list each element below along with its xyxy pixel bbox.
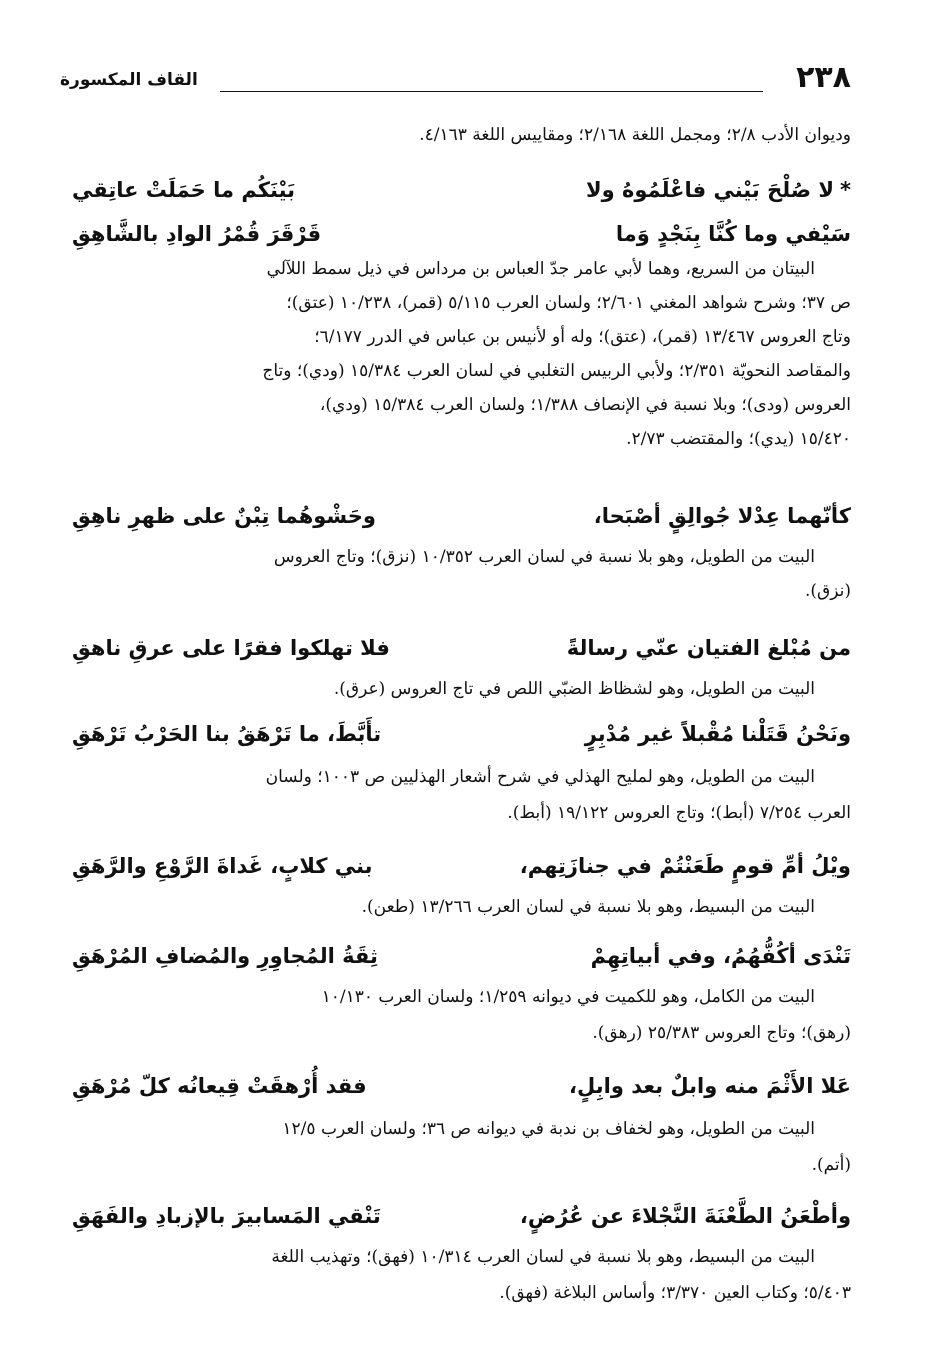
verse-4-note-line-1: البيت من الطويل، وهو لمليح الهذلي في شرح أشعار الهذليين ص ١٠٠٣؛ ولسان xyxy=(265,767,815,787)
verse-1-note-line-1: البيتان من السريع، وهما لأبي عامر جدّ العباس بن مرداس في ذيل سمط اللآلي xyxy=(266,259,815,279)
verse-1-note-line-4: والمقاصد النحويّة ٢/٣٥١؛ ولأبي الربيس التغلبي في لسان العرب ١٥/٣٨٤ (ودي)؛ وتاج xyxy=(262,361,851,381)
verse-3-note-line-1: البيت من الطويل، وهو لشظاظ الضبّي اللص في تاج العروس (عرق). xyxy=(333,679,815,699)
verse-8-note-line-1: البيت من البسيط، وهو بلا نسبة في لسان العرب ١٠/٣١٤ (فهق)؛ وتهذيب اللغة xyxy=(271,1247,815,1267)
verse-1-line-1-second-hemistich: بَيْنَكُم ما حَمَلَتْ عاتِقي xyxy=(72,178,296,202)
page-header xyxy=(60,58,851,98)
verse-1-line-2-first-hemistich: سَيْفي وما كُنَّا بِنَجْدٍ وَما xyxy=(615,222,851,246)
verse-6-second-hemistich: ثِقَةُ المُجاوِرِ والمُضافِ المُرْهَقِ xyxy=(72,944,378,968)
header-rule xyxy=(220,91,763,92)
verse-7-note-line-2: (أتم). xyxy=(811,1155,851,1175)
verse-3-line xyxy=(72,626,851,670)
verse-1-note-line-2: ص ٣٧؛ وشرح شواهد المغني ٢/٦٠١؛ ولسان العرب ٥/١١٥ (قمر)، ١٠/٢٣٨ (عتق)؛ xyxy=(286,293,851,313)
verse-6-note-line-1: البيت من الكامل، وهو للكميت في ديوانه ١/٢٥٩؛ ولسان العرب ١٠/١٣٠ xyxy=(321,987,815,1007)
verse-2-note-line-2: (نزق). xyxy=(805,581,851,601)
verse-8-second-hemistich: تَنْقي المَسابيرَ بالإزبادِ والفَهَقِ xyxy=(72,1204,381,1228)
verse-4-first-hemistich: ونَحْنُ قَتَلْنا مُقْبلاً غير مُدْبِرٍ xyxy=(584,722,851,746)
verse-1-line-1-first-hemistich xyxy=(586,168,851,212)
verse-1-note-line-3: وتاج العروس ١٣/٤٦٧ (قمر)، (عتق)؛ وله أو لأنيس بن عباس في الدرر ٦/١٧٧؛ xyxy=(314,327,851,347)
verse-2-line xyxy=(72,494,851,538)
verse-8-note-line-2: ٥/٤٠٣؛ وكتاب العين ٣/٣٧٠؛ وأساس البلاغة (فهق). xyxy=(499,1283,851,1303)
verse-3-second-hemistich: فلا تهلكوا فقرًا على عرقِ ناهقِ xyxy=(72,636,390,660)
verse-8-line xyxy=(72,1194,851,1238)
verse-4-note-line-2: العرب ٧/٢٥٤ (أبط)؛ وتاج العروس ١٩/١٢٢ (أبط). xyxy=(507,803,851,823)
verse-2-second-hemistich: وحَشْوهُما تِبْنٌ على ظهرِ ناهِقِ xyxy=(72,504,376,528)
verse-6-line xyxy=(72,934,851,978)
verse-7-first-hemistich: عَلا الأَثْمَ منه وابلٌ بعد وابِلٍ، xyxy=(569,1074,851,1098)
verse-1-line-1-first-text: لا صُلْحَ بَيْني فاعْلَمُوهُ ولا xyxy=(585,178,835,202)
verse-6-note-line-2: (رهق)؛ وتاج العروس ٢٥/٣٨٣ (رهق). xyxy=(592,1023,851,1043)
verse-4-second-hemistich: تأَبَّطَ، ما تَرْهَقُ بنا الحَرْبُ تَرْهَقِ xyxy=(72,722,382,746)
verse-4-line xyxy=(72,712,851,756)
verse-marker: * xyxy=(840,178,851,202)
intro-note: وديوان الأدب ٢/٨؛ ومجمل اللغة ٢/١٦٨؛ ومقاييس اللغة ٤/١٦٣. xyxy=(419,125,851,145)
verse-3-first-hemistich: من مُبْلغ الفتيان عنّي رسالةً xyxy=(566,636,851,660)
verse-7-line xyxy=(72,1064,851,1108)
verse-2-note-line-1: البيت من الطويل، وهو بلا نسبة في لسان العرب ١٠/٣٥٢ (نزق)؛ وتاج العروس xyxy=(273,547,815,567)
verse-7-second-hemistich: فقد أُرْهقَتْ قِيعانُه كلّ مُرْهَقِ xyxy=(72,1074,367,1098)
page-number: ٢٣٨ xyxy=(796,60,851,95)
verse-2-first-hemistich: كأنّهما عِدْلا جُوالِقٍ أصْبَحا، xyxy=(593,504,851,528)
verse-5-line xyxy=(72,844,851,888)
verse-8-first-hemistich: وأطْعَنُ الطَّعْنَةَ النَّجْلاءَ عن عُرُضٍ، xyxy=(519,1204,851,1228)
running-title: القاف المكسورة xyxy=(60,70,198,90)
verse-6-first-hemistich: تَنْدَى أكُفُّهُمُ، وفي أبياتِهِمْ xyxy=(590,944,851,968)
verse-5-note-line-1: البيت من البسيط، وهو بلا نسبة في لسان العرب ١٣/٢٦٦ (طعن). xyxy=(361,897,815,917)
verse-5-second-hemistich: بني كلابٍ، غَداةَ الرَّوْعِ والرَّهَقِ xyxy=(72,854,373,878)
verse-1-note-line-6: ١٥/٤٢٠ (يدي)؛ والمقتضب ٢/٧٣. xyxy=(626,429,851,449)
verse-1-line-1 xyxy=(72,168,851,212)
verse-5-first-hemistich: ويْلُ أمِّ قومٍ طَعَنْتُمْ في جنازَتِهم، xyxy=(519,854,851,878)
verse-1-note-line-5: العروس (ودى)؛ وبلا نسبة في الإنصاف ١/٣٨٨؛ ولسان العرب ١٥/٣٨٤ (ودي)، xyxy=(319,395,851,415)
verse-1-line-2 xyxy=(72,212,851,256)
verse-1-line-2-second-hemistich: قَرْقَرَ قُمْرُ الوادِ بالشَّاهِقِ xyxy=(72,222,322,246)
verse-7-note-line-1: البيت من الطويل، وهو لخفاف بن ندبة في ديوانه ص ٣٦؛ ولسان العرب ١٢/٥ xyxy=(282,1119,815,1139)
